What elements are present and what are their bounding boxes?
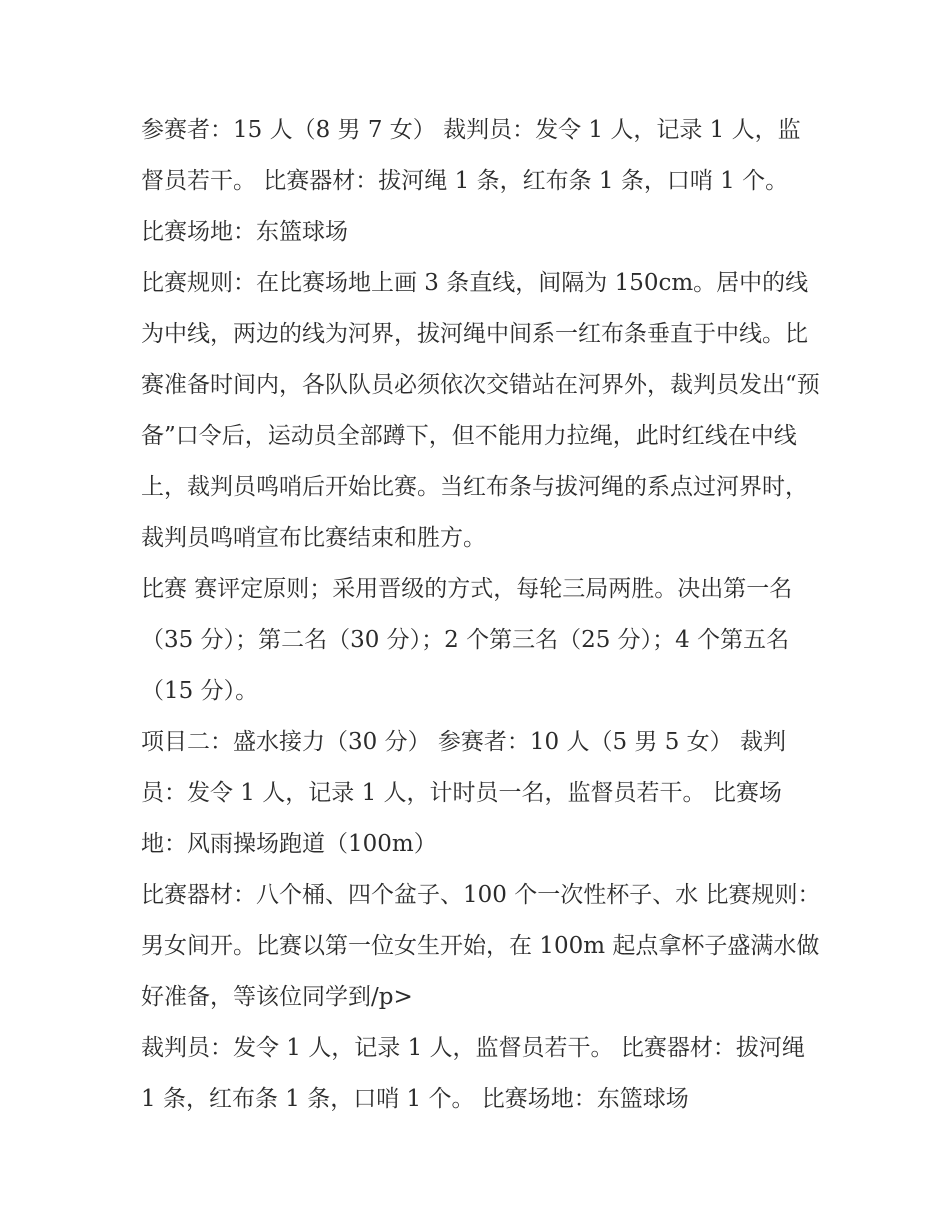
paragraph-scoring: 比赛 赛评定原则；采用晋级的方式，每轮三局两胜。决出第一名（35 分）；第二名（30 分）；2 个第三名（25 分）；4 个第五名（15 分）。 — [141, 576, 793, 704]
paragraph-equipment-rules: 比赛器材：八个桶、四个盆子、100 个一次性杯子、水 比赛规则：男女间开。比赛以第一位女生开始，在 100m 起点拿杯子盛满水做好准备，等该位同学到/p> — [141, 882, 821, 1010]
paragraph-participants: 参赛者：15 人（8 男 7 女） 裁判员：发令 1 人，记录 1 人，监督员若干。 比赛器材：拔河绳 1 条，红布条 1 条，口哨 1 个。 — [141, 117, 801, 194]
document-body — [141, 105, 821, 1125]
paragraph-referees: 裁判员：发令 1 人，记录 1 人，监督员若干。 比赛器材：拔河绳 1 条，红布条 1 条，口哨 1 个。 比赛场地：东篮球场 — [141, 1035, 813, 1112]
paragraph-rules: 比赛规则：在比赛场地上画 3 条直线，间隔为 150cm。居中的线为中线，两边的线为河界，拔河绳中间系一红布条垂直于中线。比赛准备时间内，各队队员必须依次交错站在河界外，裁判员发出“预备”口令后，运动员全部蹲下，但不能用力拉绳，此时红线在中线上，裁判员鸣哨后开始比赛。当红布条与拔河绳的系点过河界时，裁判员鸣哨宣布比赛结束和胜方。 — [141, 270, 820, 551]
paragraph-event-two: 项目二：盛水接力（30 分） 参赛者：10 人（5 男 5 女） 裁判员：发令 1 人，记录 1 人，计时员一名，监督员若干。 比赛场地：风雨操场跑道（100m） — [141, 729, 786, 857]
paragraph-venue: 比赛场地：东篮球场 — [141, 219, 348, 245]
